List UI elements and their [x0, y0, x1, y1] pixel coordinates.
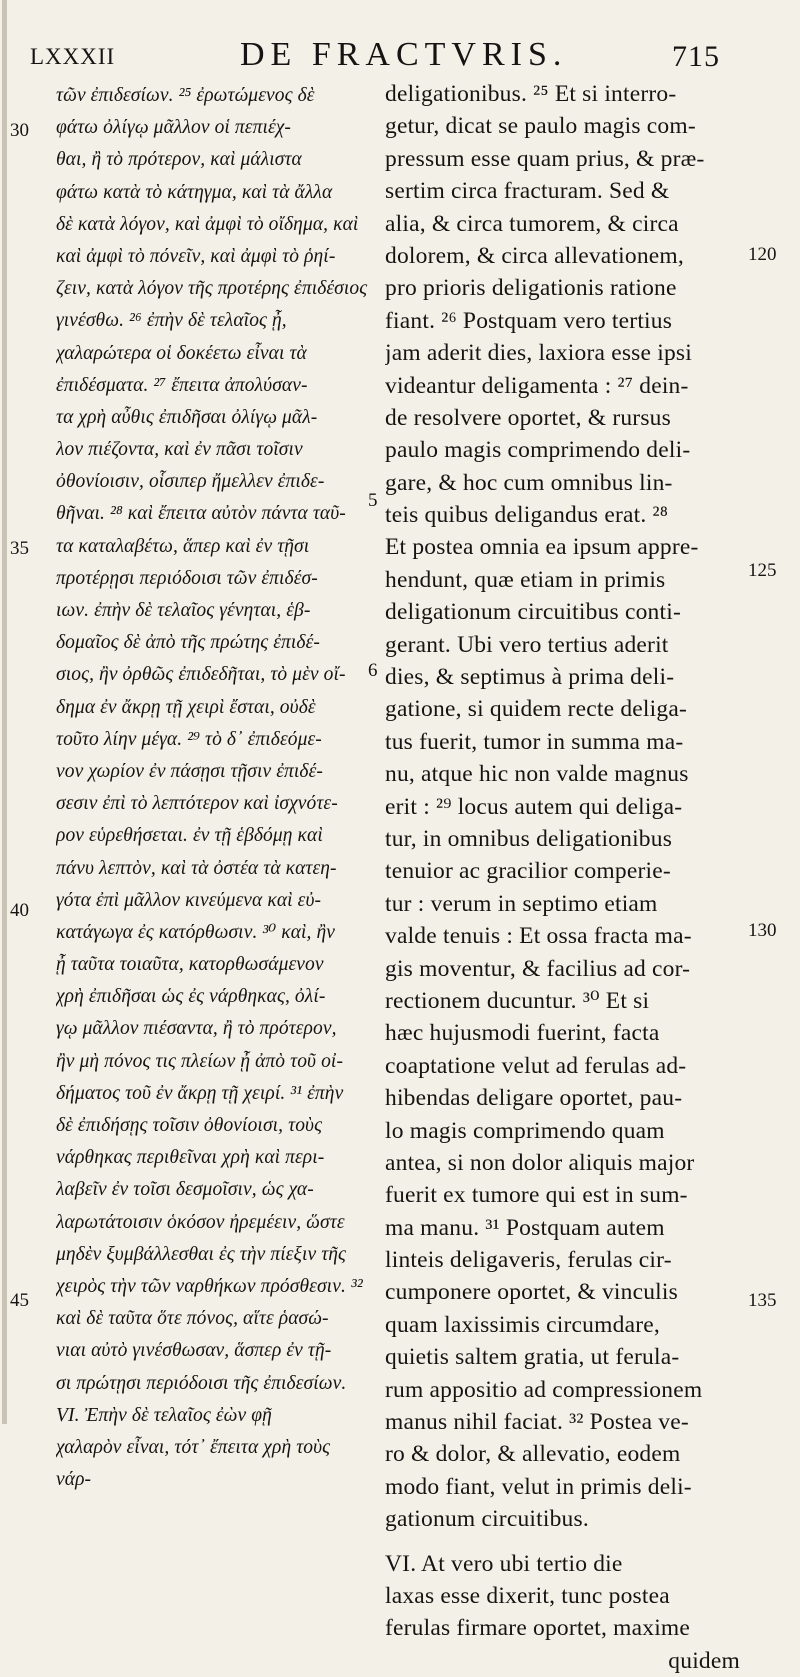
latin-text-line: tus fuerit, tumor in summa ma- — [385, 728, 684, 755]
latin-text-line: gationum circuitibus. — [385, 1506, 589, 1533]
greek-text-line: ἢν μὴ πόνος τις πλείων ᾖ ἀπὸ τοῦ οἰ- — [56, 1050, 344, 1072]
latin-text-line: linteis deligaveris, ferulas cir- — [385, 1247, 672, 1274]
header-page-number: 715 — [672, 40, 720, 73]
latin-text-line: dolorem, & circa allevationem, — [385, 242, 684, 269]
greek-text-line: γῳ μᾶλλον πιέσαντα, ἢ τὸ πρότερον, — [56, 1018, 337, 1040]
greek-text-line: δήματος τοῦ ἐν ἄκρῃ τῇ χειρί. ³¹ ἐπὴν — [56, 1082, 344, 1104]
latin-text-line: gis moventur, & facilius ad cor- — [385, 955, 691, 982]
greek-text-line: θῆναι. ²⁸ καὶ ἔπειτα αὐτὸν πάντα ταῦ- — [56, 503, 346, 525]
margin-line-number: 125 — [748, 560, 777, 581]
latin-text-line: quidem — [668, 1647, 740, 1674]
greek-text-line: θαι, ἢ τὸ πρότερον, καὶ μάλιστα — [56, 149, 302, 171]
greek-text-line: καὶ ἀμφὶ τὸ πόνεῖν, καὶ ἀμφὶ τὸ ῥηί- — [56, 245, 336, 267]
greek-text-line: μηδὲν ξυμβάλλεσθαι ἐς τὴν πίεξιν τῆς — [56, 1243, 347, 1265]
latin-text-line: dies, & septimus à prima deli- — [385, 664, 675, 691]
greek-text-line: ιων. ἐπὴν δὲ τελαῖος γένηται, ἑβ- — [56, 600, 311, 621]
latin-text-line: hibendas deligare oportet, pau- — [385, 1085, 683, 1112]
latin-text-line: fiant. ²⁶ Postquam vero tertius — [385, 307, 673, 334]
greek-text-line: καὶ δὲ ταῦτα ὅτε πόνος, αἵτε ῥασώ- — [56, 1308, 329, 1330]
latin-text-line: getur, dicat se paulo magis com- — [385, 113, 696, 140]
margin-line-number: 30 — [10, 120, 29, 141]
greek-text-line: ρον εὑρεθήσεται. ἐν τῇ ἑβδόμῃ καὶ — [56, 825, 323, 847]
greek-text-line: λαβεῖν ἐν τοῖσι δεσμοῖσιν, ὡς χα- — [56, 1179, 314, 1201]
greek-text-line: προτέρῃσι περιόδοισι τῶν ἐπιδέσ- — [56, 567, 318, 589]
latin-text-line: hæc hujusmodi fuerint, facta — [385, 1020, 660, 1047]
latin-text-line: cumponere oportet, & vinculis — [385, 1279, 678, 1306]
latin-text-line: Et postea omnia ea ipsum appre- — [385, 534, 699, 561]
greek-text-line: σι πρώτῃσι περιόδοισι τῆς ἐπιδεσίων. — [56, 1372, 347, 1394]
greek-text-column — [56, 80, 376, 1496]
latin-text-line: alia, & circa tumorem, & circa — [385, 210, 679, 237]
page-gutter-shadow — [2, 0, 7, 1424]
latin-text-line: rum appositio ad compressionem — [385, 1376, 703, 1403]
latin-text-line: antea, si non dolor aliquis major — [385, 1149, 695, 1176]
greek-text-line: σεσιν ἐπὶ τὸ λεπτότερον καὶ ἰσχνότε- — [56, 793, 338, 815]
greek-text-line: VI. Ἐπὴν δὲ τελαῖος ἐὼν φῇ — [56, 1404, 272, 1426]
margin-line-number: 130 — [748, 920, 777, 941]
greek-text-line: λον πιέζοντα, καὶ ἐν πᾶσι τοῖσιν — [56, 439, 303, 461]
margin-line-number: 120 — [748, 244, 777, 265]
latin-text-line: quietis saltem gratia, ut ferula- — [385, 1344, 680, 1371]
greek-text-line: δὲ ἐπιδήσῃς τοῖσιν ὀθονίοισι, τοὺς — [56, 1115, 323, 1136]
latin-text-line: hendunt, quæ etiam in primis — [385, 566, 666, 593]
latin-text-line: laxas esse dixerit, tunc postea — [385, 1582, 670, 1609]
greek-text-line: γότα ἐπὶ μᾶλλον κινεύμενα καὶ εὐ- — [56, 889, 322, 911]
latin-text-line: videantur deligamenta : ²⁷ dein- — [385, 372, 689, 399]
greek-text-line: πάνυ λεπτὸν, καὶ τὰ ὀστέα τὰ κατεη- — [56, 857, 337, 879]
latin-text-line: manus nihil faciat. ³² Postea ve- — [385, 1409, 689, 1436]
greek-text-line: δὲ κατὰ λόγον, καὶ ἀμφὶ τὸ οἴδημα, καὶ — [56, 213, 359, 235]
greek-text-line: χρὴ ἐπιδῆσαι ὡς ἐς νάρθηκας, ὀλί- — [56, 986, 326, 1008]
greek-text-line: κατάγωγα ἐς κατόρθωσιν. ³⁰ καὶ, ἢν — [56, 921, 336, 943]
margin-line-number: 45 — [10, 1290, 29, 1311]
latin-text-line: tur : verum in septimo etiam — [385, 890, 658, 917]
latin-text-line: sertim circa fracturam. Sed & — [385, 178, 670, 205]
latin-text-line: erit : ²⁹ locus autem qui deliga- — [385, 793, 683, 820]
latin-text-line: gatione, si quidem recte deliga- — [385, 696, 687, 723]
greek-text-line: νιαι αὐτὸ γινέσθωσαν, ἅσπερ ἐν τῇ- — [56, 1340, 332, 1362]
latin-text-line: tur, in omnibus deligationibus — [385, 825, 673, 852]
latin-text-line: deligationibus. ²⁵ Et si interro- — [385, 81, 677, 107]
greek-text-line: ἐπιδέσματα. ²⁷ ἔπειτα ἀπολύσαν- — [56, 374, 308, 396]
latin-text-line: gare, & hoc cum omnibus lin- — [385, 469, 673, 496]
greek-text-line: ὀθονίοισιν, οἷσιπερ ἤμελλεν ἐπιδε- — [56, 471, 325, 493]
greek-text-line: νάρ- — [56, 1469, 92, 1491]
header-title: DE FRACTVRIS. — [240, 36, 568, 73]
greek-text-line: χαλαρώτερα οἱ δοκέετω εἶναι τὰ — [56, 342, 307, 364]
greek-text-line: ᾖ ταῦτα τοιαῦτα, κατορθωσάμενον — [56, 954, 324, 976]
margin-line-number: 6 — [368, 660, 378, 681]
greek-text-line: δημα ἐν ἄκρῃ τῇ χειρὶ ἔσται, οὐδὲ — [56, 696, 316, 718]
greek-text-line: ζειν, κατὰ λόγον τῆς προτέρης ἐπιδέσιος — [56, 278, 368, 300]
latin-text-line: ro & dolor, & allevatio, eodem — [385, 1441, 681, 1468]
latin-text-line: fuerit ex tumore qui est in sum- — [385, 1182, 688, 1209]
latin-text-line: de resolvere oportet, & rursus — [385, 404, 671, 431]
latin-text-line: pressum esse quam prius, & præ- — [385, 145, 705, 172]
greek-text-line: τα χρὴ αὖθις ἐπιδῆσαι ὀλίγῳ μᾶλ- — [56, 406, 318, 428]
greek-text-line: γινέσθω. ²⁶ ἐπὴν δὲ τελαῖος ᾖ, — [56, 310, 287, 332]
latin-text-line: quam laxissimis circumdare, — [385, 1311, 660, 1338]
latin-text-line: paulo magis comprimendo deli- — [385, 437, 691, 464]
latin-text-line: pro prioris deligationis ratione — [385, 275, 677, 302]
latin-text-line: ma manu. ³¹ Postquam autem — [385, 1214, 665, 1241]
margin-line-number: 35 — [10, 538, 29, 559]
header-chapter-number: LXXXII — [30, 44, 116, 69]
margin-line-number: 40 — [10, 900, 29, 921]
margin-line-number: 5 — [368, 490, 378, 511]
greek-text-line: φάτω κατὰ τὸ κάτηγμα, καὶ τὰ ἄλλα — [56, 181, 333, 203]
greek-text-line: τοῦτο λίην μέγα. ²⁹ τὸ δ᾽ ἐπιδεόμε- — [56, 728, 322, 750]
greek-text-line: νον χωρίον ἐν πάσῃσι τῇσιν ἐπιδέ- — [56, 760, 323, 782]
latin-text-line: VI. At vero ubi tertio die — [385, 1550, 623, 1577]
margin-line-number: 135 — [748, 1290, 777, 1311]
greek-text-line: φάτω ὀλίγῳ μᾶλλον οἱ πεπιέχ- — [56, 117, 292, 139]
latin-text-line: deligationum circuitibus conti- — [385, 599, 681, 626]
latin-text-line: nu, atque hic non valde magnus — [385, 761, 689, 788]
latin-text-line: tenuior ac gracilior comperie- — [385, 858, 671, 885]
latin-text-line: modo fiant, velut in primis deli- — [385, 1473, 692, 1500]
greek-text-line: νάρθηκας περιθεῖναι χρὴ καὶ περι- — [56, 1147, 325, 1169]
latin-text-line: teis quibus deligandus erat. ²⁸ — [385, 502, 669, 529]
latin-text-line: rectionem ducuntur. ³⁰ Et si — [385, 987, 650, 1014]
greek-text-line: τα καταλαβέτω, ἅπερ καὶ ἐν τῇσι — [56, 535, 310, 557]
greek-text-line: χειρὸς τὴν τῶν ναρθήκων πρόσθεσιν. ³² — [56, 1275, 363, 1297]
greek-text-line: χαλαρὸν εἶναι, τότ᾽ ἔπειτα χρὴ τοὺς — [56, 1436, 331, 1458]
greek-text-line: σιος, ἢν ὀρθῶς ἐπιδεδῆται, τὸ μὲν οἴ- — [56, 664, 346, 686]
latin-text-line: lo magis comprimendo quam — [385, 1117, 665, 1144]
greek-text-line: δομαῖος δὲ ἀπὸ τῆς πρώτης ἐπιδέ- — [56, 632, 320, 654]
latin-text-line: gerant. Ubi vero tertius aderit — [385, 631, 669, 658]
latin-text-line: coaptatione velut ad ferulas ad- — [385, 1052, 687, 1079]
latin-text-line: ferulas firmare oportet, maxime — [385, 1615, 691, 1642]
latin-text-line: jam aderit dies, laxiora esse ipsi — [385, 340, 692, 367]
greek-text-line: τῶν ἐπιδεσίων. ²⁵ ἐρωτώμενος δὲ — [56, 85, 315, 106]
latin-text-line: valde tenuis : Et ossa fracta ma- — [385, 923, 692, 950]
greek-text-line: λαρωτάτοισιν ὁκόσον ἠρεμέειν, ὥστε — [56, 1211, 345, 1233]
latin-text-column — [385, 78, 740, 1677]
